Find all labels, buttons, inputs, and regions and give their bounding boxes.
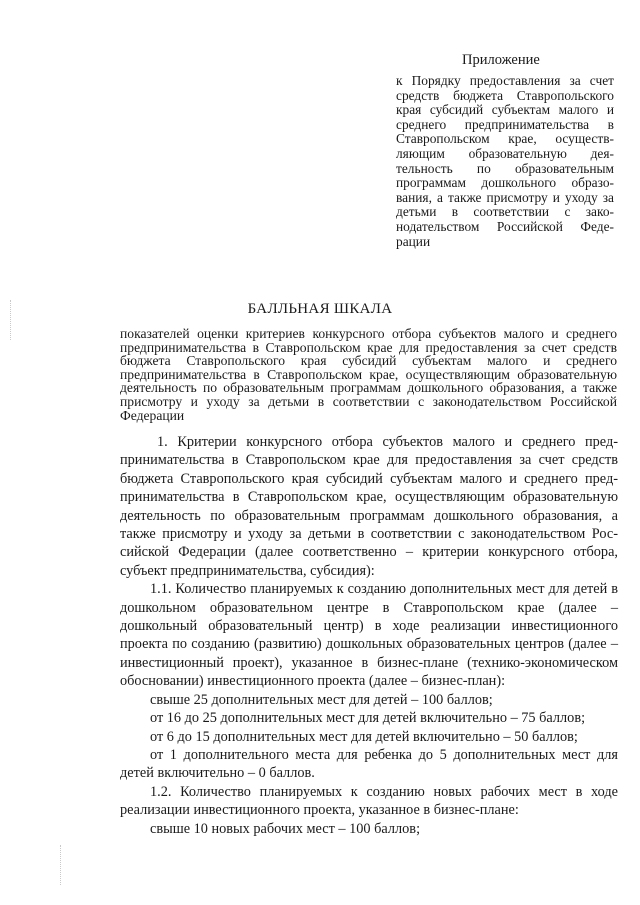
list-item: от 16 до 25 дополнительных мест для детей включительно – 75 баллов; — [150, 710, 586, 727]
scale-subtitle: показателей оценки критериев конкурсного отбора субъектов малого и среднего предпринимательства в Ставропольском крае для предоставления за счет средств бюджета Ставропольского края субсидий субъектам малого и среднего предпринимательства в Ставропольском крае, осуществляющим образовательную деятельность по образовательным программам дошкольного образования, а также присмотру и уходу за детьми в соответствии с законодательством Российской Федерации — [120, 326, 617, 423]
left-margin-dots-lower — [60, 845, 61, 885]
list-item: свыше 25 дополнительных мест для детей – 100 баллов; — [150, 691, 493, 708]
paragraph-1-2: 1.2. Количество планируемых к созданию новых рабочих мест в ходе реализации инвестиционного проекта, указанное в бизнес-плане: — [120, 783, 618, 819]
appendix-reference: к Порядку предоставления за счет средств бюджета Ставропольского края субсидий субъектам малого и среднего предпринимательства в Ставропольском крае, осуществляющим образовательную деятельность по образовательным программам дошкольного образования, а также присмотру и уходу за детьми в соответствии с законодательством Российской Федерации — [396, 73, 614, 249]
paragraph-1-1: 1.1. Количество планируемых к созданию дополнительных мест для детей в дошкольном образовательном центре в Ставропольском крае (далее – дошкольный образовательный центр) в ходе реализации инвестиционного проекта по созданию (развитию) дошкольных образовательных центров (далее – инвестиционный проект), указанное в бизнес-плане (технико-экономическом обосновании) инвестиционного проекта (далее – бизнес-план): — [120, 581, 618, 690]
paragraph-criteria: 1. Критерии конкурсного отбора субъектов малого и среднего предпринимательства в Ставропольском крае для предоставления за счет средств бюджета Ставропольского края субсидий субъектам малого и среднего предпринимательства в Ставропольском крае, осуществляющим образовательную деятельность по образовательным программам дошкольного образования, а также присмотру и уходу за детьми в соответствии с законодательством Российской Федерации (далее соответственно – критерии конкурсного отбора, субъект предпринимательства, субсидия): — [120, 434, 618, 579]
appendix-title: Приложение — [462, 52, 540, 68]
list-item: от 1 дополнительного места для ребенка до 5 дополнительных мест для детей включительно – 0 баллов. — [120, 746, 618, 782]
document-body — [120, 433, 618, 838]
list-item: от 6 до 15 дополнительных мест для детей включительно – 50 баллов; — [150, 728, 578, 745]
list-item: свыше 10 новых рабочих мест – 100 баллов; — [150, 820, 421, 837]
scale-heading: БАЛЛЬНАЯ ШКАЛА — [247, 301, 393, 317]
left-margin-dots — [10, 300, 11, 340]
